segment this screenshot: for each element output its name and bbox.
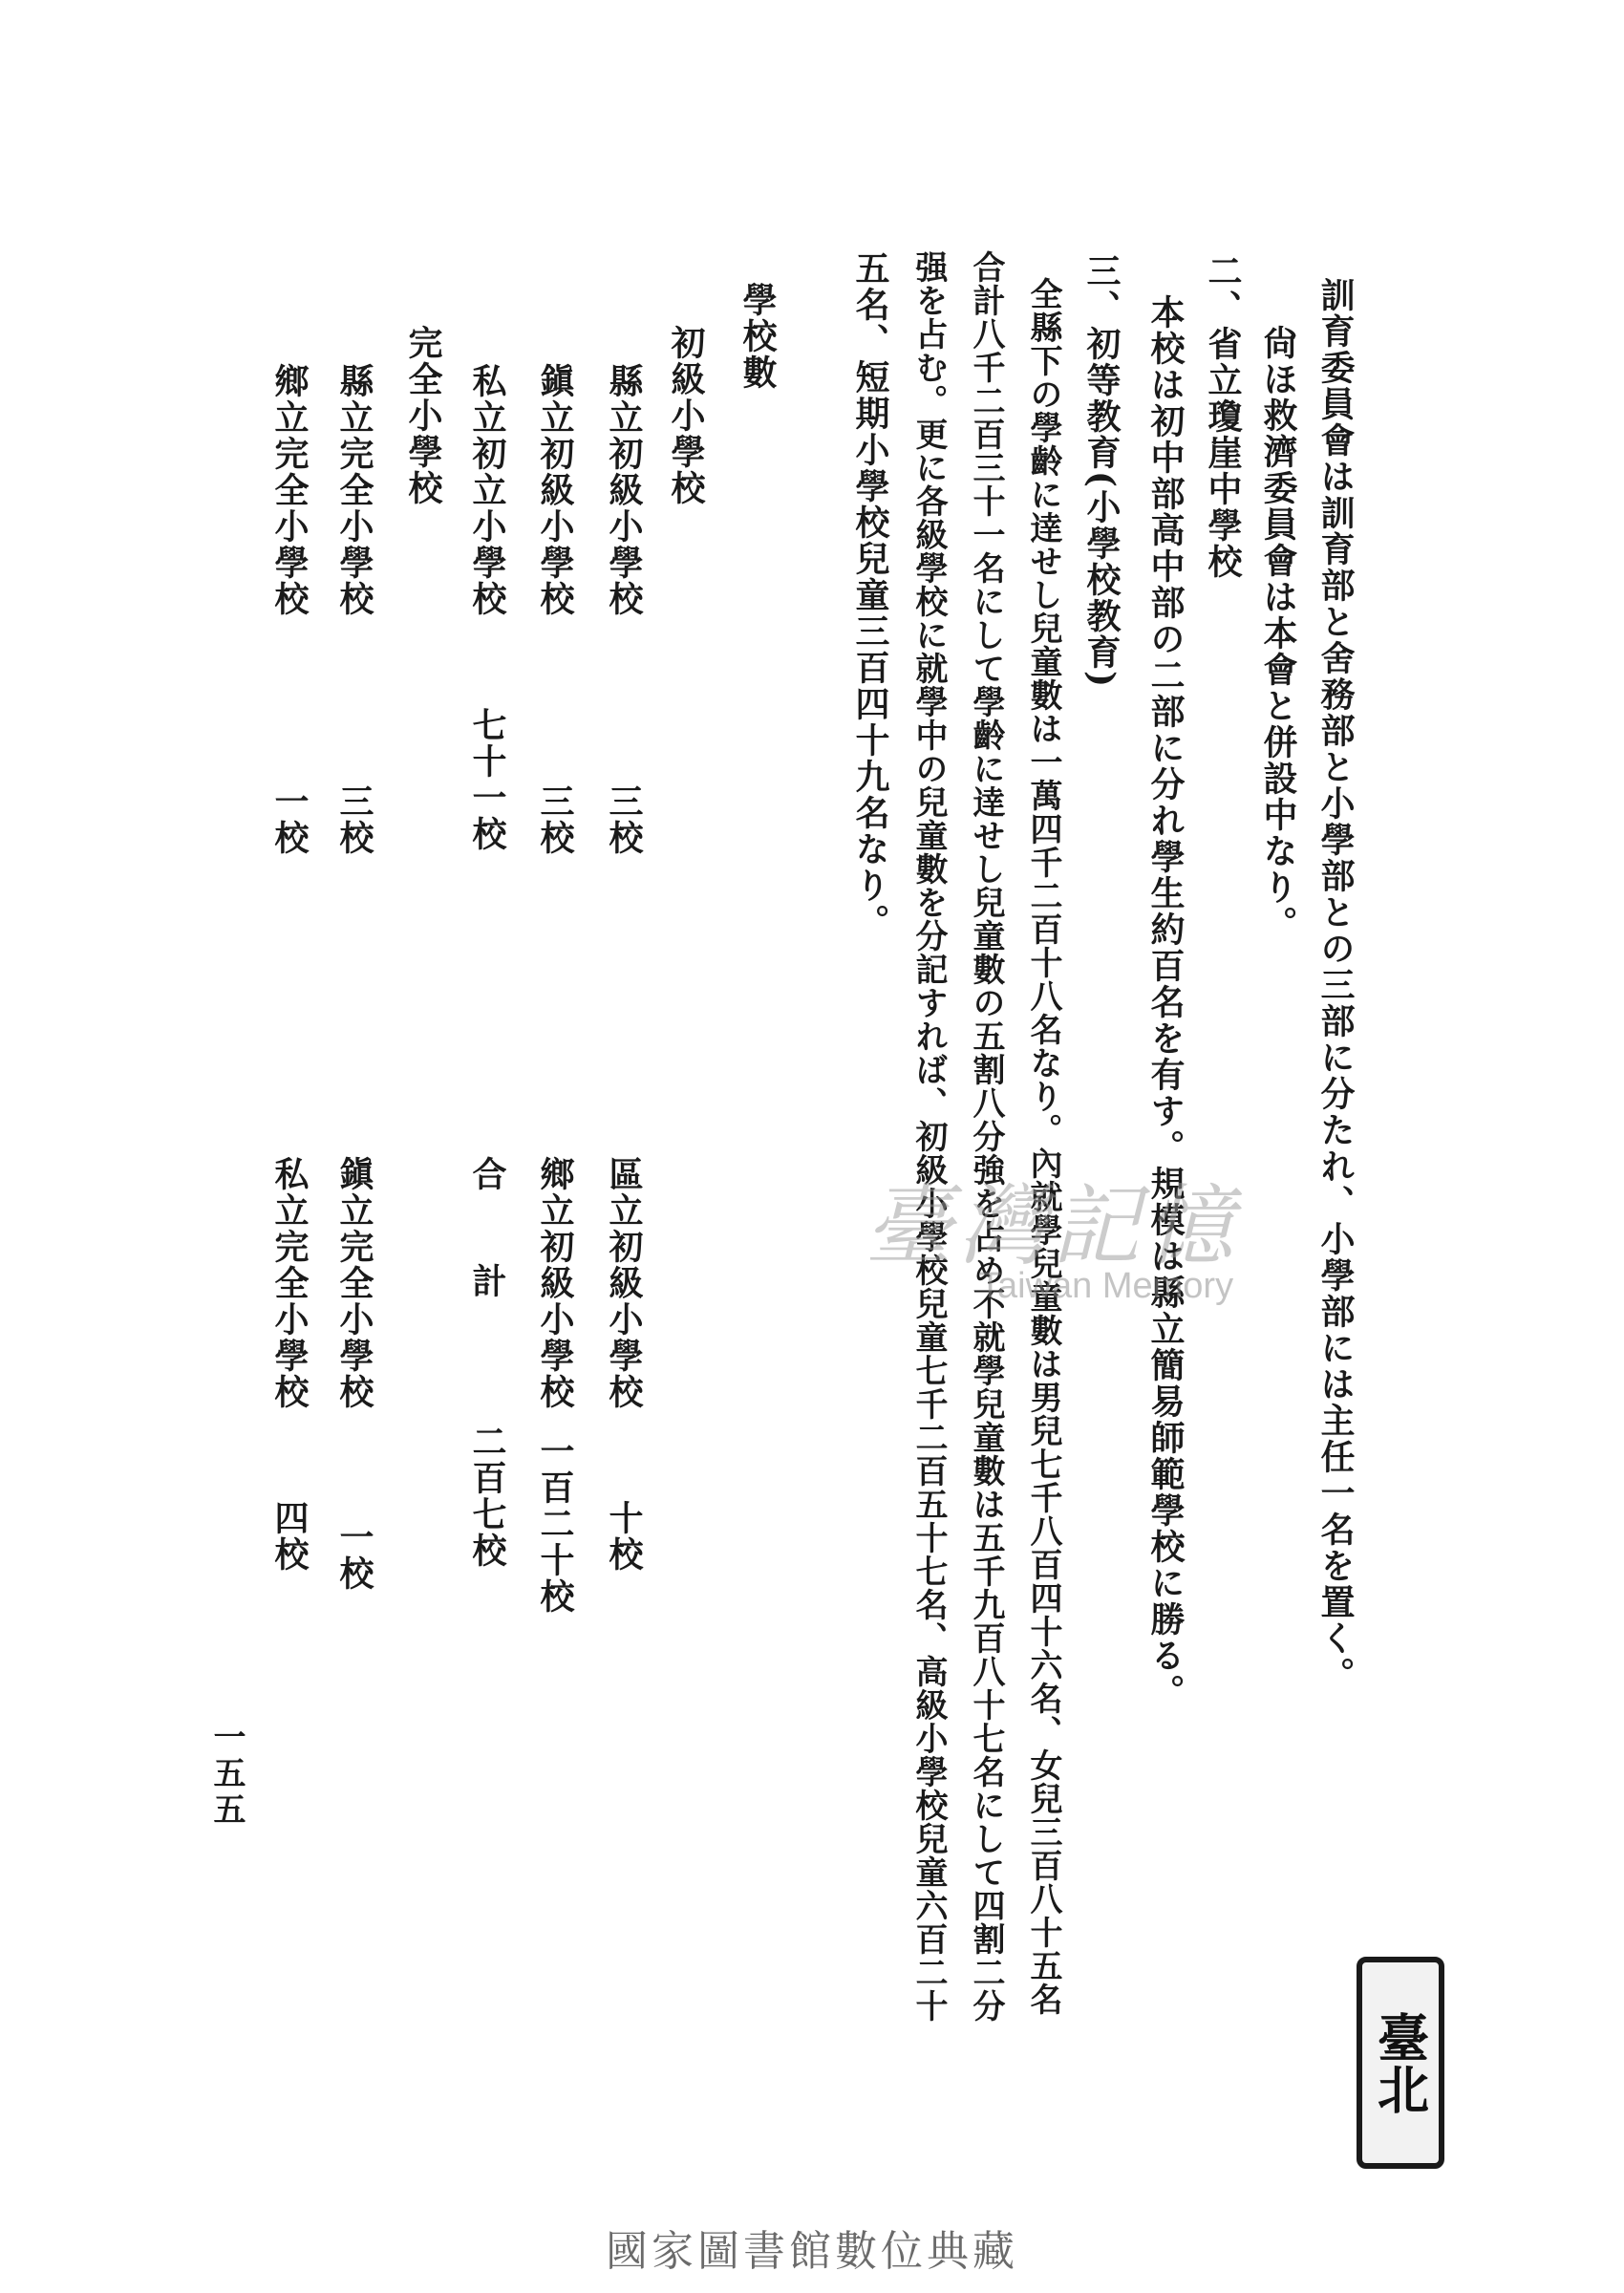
school-name: 鄉立完全小學校: [269, 363, 310, 617]
text-line-7: 合計八千二百三十一名にして學齡に逹せし兒童數の五割八分強を占め不就學兒童數は五千九百八十七名にして四割二分: [967, 250, 1005, 2023]
schools-heading: 學校數: [737, 282, 778, 391]
total-label: 合 計: [467, 1156, 507, 1317]
text-line-9: 五名、短期小學校兒童三百四十九名なり。: [850, 250, 890, 940]
school-name: 縣立完全小學校: [334, 363, 374, 617]
footer-caption: 國家圖書館數位典藏: [606, 2227, 1018, 2276]
school-count: 一校: [334, 1519, 374, 1592]
school-count: 一百二十校: [535, 1433, 575, 1615]
page-number: 一五五: [207, 1720, 246, 1829]
school-name: 私立初立小學校: [467, 363, 507, 617]
total-count: 二百七校: [467, 1424, 507, 1569]
watermark-subtitle: Taiwan Memory: [979, 1266, 1234, 1306]
school-count: 三校: [535, 783, 575, 856]
school-name: 區立初級小學校: [604, 1156, 644, 1410]
text-line-4: 本校は初中部高中部の二部に分れ學生約百名を有す。規模は縣立簡易師範學校に勝る。: [1145, 294, 1186, 1710]
school-name: 私立完全小學校: [269, 1156, 310, 1410]
school-name: 縣立初級小學校: [604, 363, 644, 617]
text-line-1: 訓育委員會は訓育部と舍務部と小學部との三部に分たれ、小學部には主任一名を置く。: [1315, 277, 1356, 1693]
school-count: 七十一校: [467, 707, 507, 852]
school-name: 鎭立初級小學校: [535, 363, 575, 617]
school-name: 鄉立初級小學校: [535, 1156, 575, 1410]
library-stamp: [1357, 1957, 1444, 2169]
watermark-title: 臺灣記憶: [865, 1175, 1240, 1277]
school-count: 三校: [604, 783, 644, 856]
section-heading-3: 三、初等教育(小學校教育): [1081, 253, 1122, 690]
section-heading-2: 二、省立瓊崖中學校: [1203, 253, 1243, 580]
text-line-8: 强を占む。更に各級學校に就學中の兒童數を分記すれば、初級小學校兒童七千二百五十七名、高級小學校兒童六百二十: [909, 250, 948, 2023]
junior-heading: 初級小學校: [666, 325, 706, 506]
stamp-text: 臺北: [1369, 2011, 1431, 2114]
school-count: 三校: [334, 783, 374, 856]
text-line-6: 全縣下の學齡に逹せし兒童數は一萬四千二百十八名なり。內就學兒童數は男兒七千八百四十六名、女兒三百八十五名: [1024, 277, 1062, 2016]
text-line-2: 尙ほ救濟委員會は本會と併設中なり。: [1258, 325, 1298, 942]
school-count: 四校: [269, 1500, 310, 1573]
school-name: 鎭立完全小學校: [334, 1156, 374, 1410]
school-count: 一校: [269, 783, 310, 856]
complete-heading: 完全小學校: [403, 325, 443, 506]
school-count: 十校: [604, 1500, 644, 1573]
